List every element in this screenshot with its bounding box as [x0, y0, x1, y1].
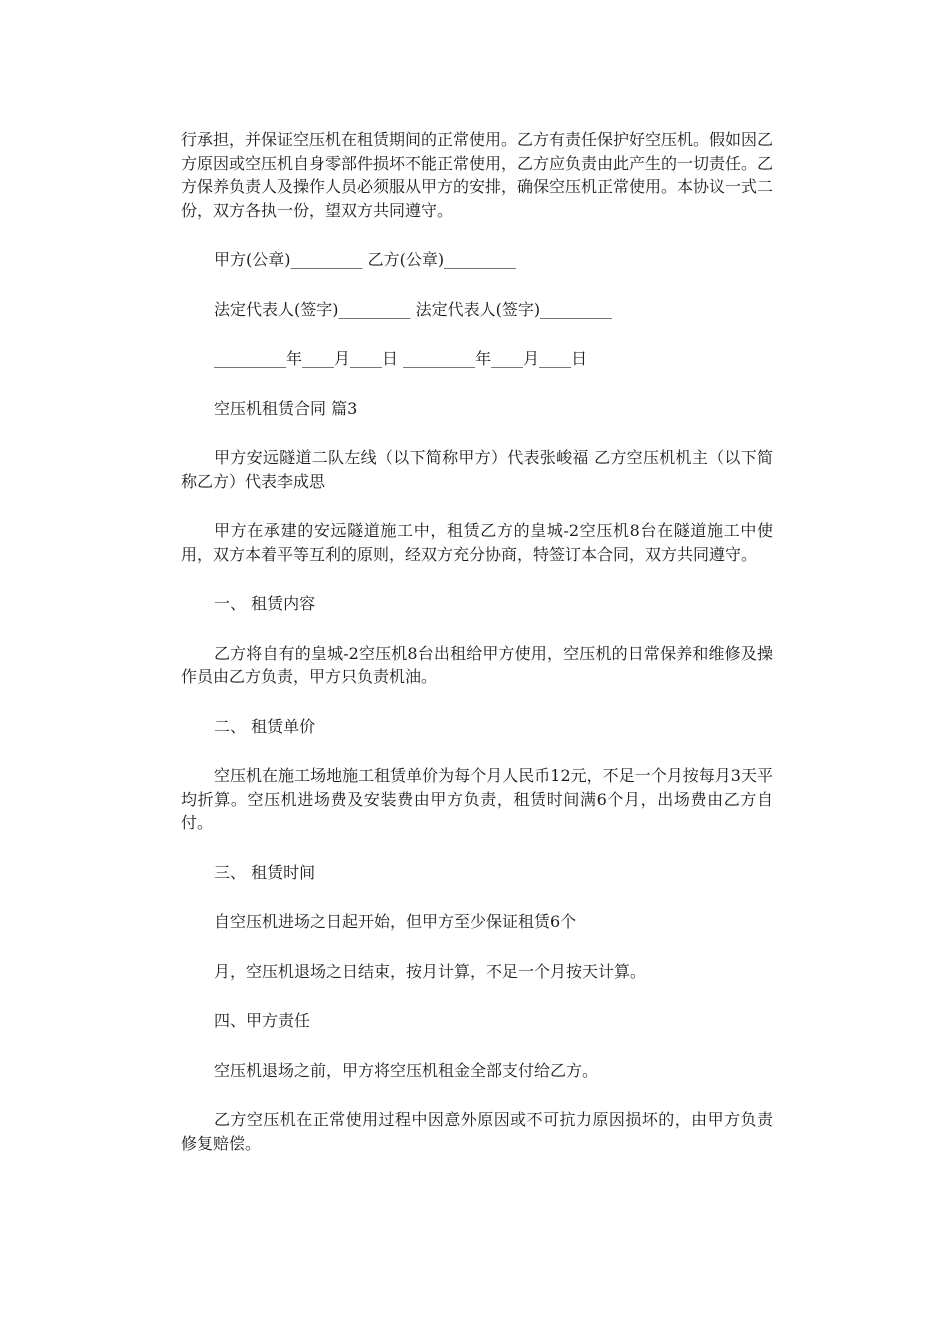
heading-lease-time: 三、 租赁时间	[214, 862, 316, 882]
document-page	[181, 128, 773, 1181]
paragraph-preamble: 甲方在承建的安远隧道施工中，租赁乙方的皇城-2空压机8台在隧道施工中使用，双方本着平等互利的原则，经双方充分协商，特签订本合同，双方共同遵守。	[181, 521, 773, 564]
paragraph-lease-time-start: 自空压机进场之日起开始，但甲方至少保证租赁6个	[214, 912, 577, 931]
section-title: 空压机租赁合同 篇3	[214, 398, 358, 418]
heading-lease-content: 一、 租赁内容	[214, 594, 316, 613]
signature-line-seal: 甲方(公章)_________ 乙方(公章)_________	[214, 250, 517, 269]
paragraph-lease-content: 乙方将自有的皇城-2空压机8台出租给甲方使用，空压机的日常保养和维修及操作员由乙方负责，甲方只负责机油。	[181, 643, 773, 686]
heading-party-a-duties: 四、甲方责任	[214, 1011, 311, 1030]
heading-unit-price: 二、 租赁单价	[214, 716, 316, 736]
signature-line-date: _________年____月____日 _________年____月____日	[214, 349, 588, 368]
paragraph-continuation: 行承担，并保证空压机在租赁期间的正常使用。乙方有责任保护好空压机。假如因乙方原因或空压机自身零部件损坏不能正常使用，乙方应负责由此产生的一切责任。乙方保养负责人及操作人员必须服从甲方的安排，确保空压机正常使用。本协议一式二份，双方各执一份，望双方共同遵守。	[181, 130, 774, 220]
paragraph-unit-price: 空压机在施工场地施工租赁单价为每个月人民币12元，不足一个月按每月3天平均折算。空压机进场费及安装费由甲方负责，租赁时间满6个月，出场费由乙方自付。	[181, 766, 773, 832]
signature-line-representative: 法定代表人(签字)_________ 法定代表人(签字)_________	[214, 299, 613, 319]
paragraph-payment: 空压机退场之前，甲方将空压机租金全部支付给乙方。	[214, 1060, 599, 1080]
paragraph-repair: 乙方空压机在正常使用过程中因意外原因或不可抗力原因损坏的，由甲方负责修复赔偿。	[181, 1110, 773, 1153]
paragraph-parties: 甲方安远隧道二队左线（以下简称甲方）代表张峻福 乙方空压机机主（以下简称乙方）代表李成思	[181, 448, 773, 491]
paragraph-lease-time-end: 月，空压机退场之日结束，按月计算，不足一个月按天计算。	[214, 961, 647, 981]
